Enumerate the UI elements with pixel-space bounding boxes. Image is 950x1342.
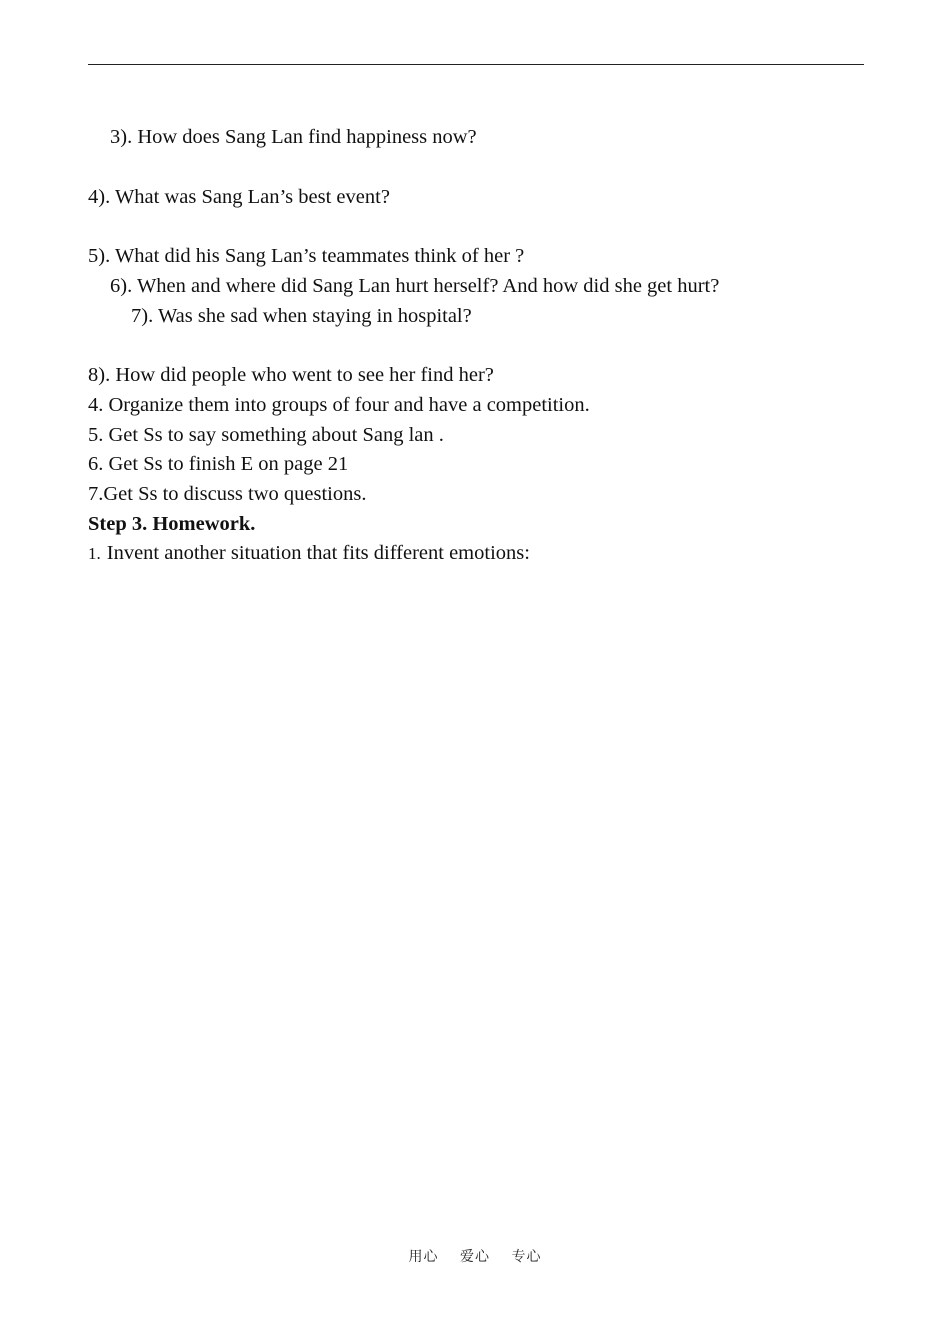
- homework-item-text: Invent another situation that fits different emotions:: [106, 542, 530, 564]
- question-3: 3). How does Sang Lan find happiness now?: [110, 126, 477, 148]
- question-8: 8). How did people who went to see her find her?: [88, 364, 494, 386]
- question-7: 7). Was she sad when staying in hospital?: [131, 305, 472, 327]
- header-rule: [88, 64, 864, 65]
- homework-heading: Step 3. Homework.: [88, 513, 256, 535]
- question-5: 5). What did his Sang Lan’s teammates think of her ?: [88, 245, 525, 267]
- page-footer: [0, 1246, 950, 1266]
- footer-part-3: 专心: [511, 1249, 542, 1265]
- step-item-6: 6. Get Ss to finish E on page 21: [88, 453, 349, 475]
- homework-item-number: 1.: [88, 544, 101, 563]
- step-item-4: 4. Organize them into groups of four and have a competition.: [88, 394, 590, 416]
- footer-part-2: 爱心: [460, 1249, 490, 1265]
- question-4: 4). What was Sang Lan’s best event?: [88, 186, 390, 208]
- step-item-5: 5. Get Ss to say something about Sang lan .: [88, 424, 444, 446]
- question-6: 6). When and where did Sang Lan hurt herself? And how did she get hurt?: [110, 275, 720, 297]
- footer-part-1: 用心: [408, 1249, 439, 1265]
- step-item-7: 7.Get Ss to discuss two questions.: [88, 483, 367, 505]
- homework-item-1: [88, 541, 530, 566]
